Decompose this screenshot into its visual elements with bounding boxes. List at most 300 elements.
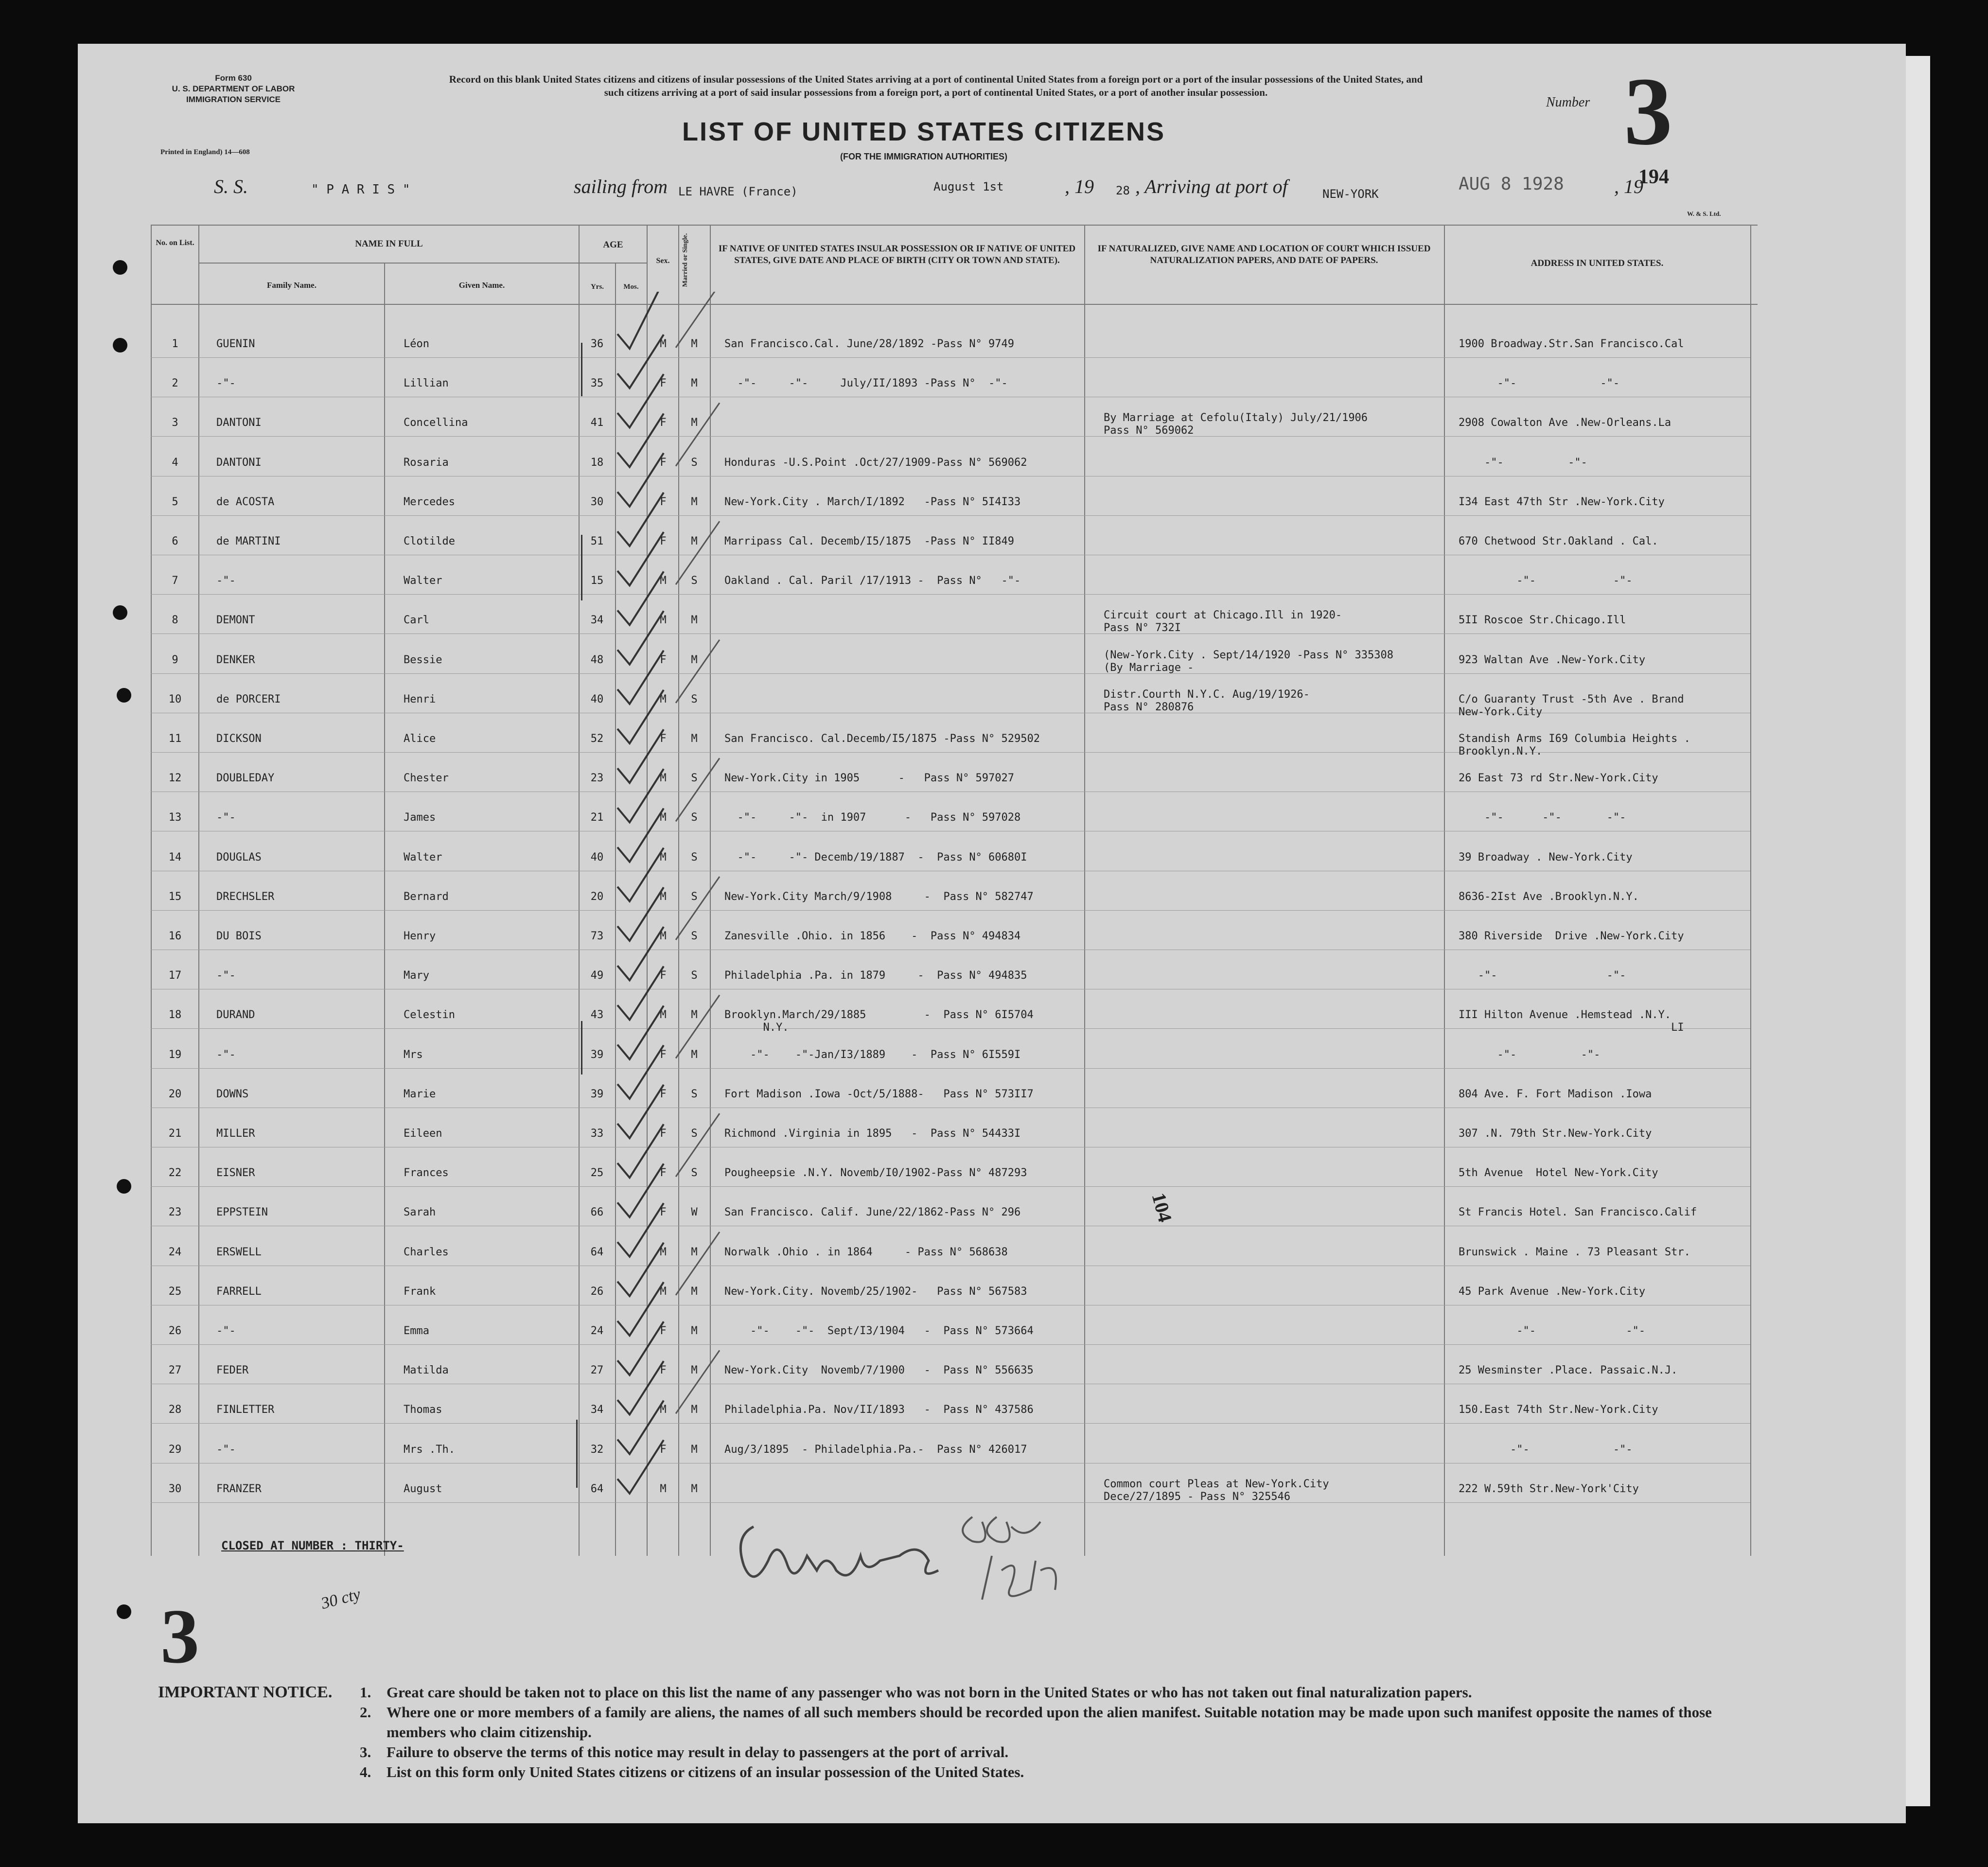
sex: F	[660, 417, 667, 429]
marital-status: M	[691, 733, 698, 745]
tally-stroke	[676, 758, 720, 821]
row-number: 6	[172, 535, 178, 547]
family-name: de MARTINI	[216, 535, 281, 547]
notice-items	[360, 1682, 1755, 1782]
us-address: 804 Ave. F. Fort Madison .Iowa	[1459, 1088, 1652, 1100]
tally-check	[617, 292, 664, 349]
family-name: EISNER	[216, 1167, 255, 1179]
us-address: 5th Avenue Hotel New-York.City	[1459, 1167, 1658, 1179]
us-address: 2908 Cowalton Ave .New-Orleans.La	[1459, 417, 1671, 429]
naturalization-details: Circuit court at Chicago.Ill in 1920- Pass N° 732I	[1104, 609, 1342, 634]
sex: M	[660, 338, 667, 350]
family-name: -"-	[216, 969, 236, 982]
naturalization-details: (New-York.City . Sept/14/1920 -Pass N° 335308 (By Marriage -	[1104, 649, 1394, 674]
ship-prefix: S. S.	[214, 176, 248, 197]
service-name: IMMIGRATION SERVICE	[186, 95, 281, 104]
row-number: 7	[172, 575, 178, 587]
notice-item-number: 3.	[360, 1744, 371, 1761]
birth-details: Richmond .Virginia in 1895 - Pass N° 54433I	[724, 1127, 1021, 1140]
given-name: August	[404, 1483, 442, 1495]
marital-status: M	[691, 1049, 698, 1061]
notice-item	[360, 1682, 1755, 1702]
family-name: -"-	[216, 377, 236, 389]
col-years: Yrs.	[590, 283, 604, 291]
marital-status: S	[691, 891, 698, 903]
row-number: 25	[168, 1286, 182, 1298]
birth-details: New-York.City in 1905 - Pass N° 597027	[724, 772, 1015, 784]
us-address: 5II Roscoe Str.Chicago.Ill	[1459, 614, 1626, 626]
age-years: 40	[590, 693, 604, 705]
row-number: 17	[168, 969, 182, 982]
sex: F	[660, 733, 667, 745]
us-address: 1900 Broadway.Str.San Francisco.Cal	[1459, 338, 1684, 350]
family-name: -"-	[216, 1444, 236, 1456]
row-rule	[151, 1423, 1750, 1424]
birth-details: New-York.City . March/I/1892 -Pass N° 5I4I33	[724, 496, 1021, 508]
family-name: de PORCERI	[216, 693, 281, 705]
age-years: 32	[590, 1444, 604, 1456]
marital-status: M	[691, 1444, 698, 1456]
col-age: AGE	[603, 240, 623, 250]
binding-hole	[117, 688, 131, 703]
us-address: 39 Broadway . New-York.City	[1459, 851, 1633, 863]
printer-note: Printed in England) 14—608	[160, 148, 250, 156]
col-family-name: Family Name.	[267, 281, 317, 290]
tally-stroke	[676, 292, 720, 348]
given-name: Clotilde	[404, 535, 455, 547]
notice-item-text: List on this form only United States citizens or citizens of an insular possession of the United States.	[387, 1763, 1024, 1780]
sex: M	[660, 1286, 667, 1298]
sex: F	[660, 1167, 667, 1179]
given-name: Charles	[404, 1246, 449, 1258]
sex: F	[660, 1049, 667, 1061]
arriving-label: , Arriving at port of	[1135, 176, 1288, 197]
us-address: C/o Guaranty Trust -5th Ave . Brand New-York.City	[1459, 693, 1684, 718]
us-address: 923 Waltan Ave .New-York.City	[1459, 654, 1646, 666]
given-name: Bernard	[404, 891, 449, 903]
given-name: Emma	[404, 1325, 429, 1337]
us-address: 670 Chetwood Str.Oakland . Cal.	[1459, 535, 1658, 547]
marital-status: M	[691, 377, 698, 389]
sex: M	[660, 614, 667, 626]
age-years: 41	[590, 417, 604, 429]
binding-hole	[113, 260, 127, 275]
tally-stroke	[676, 640, 720, 703]
us-address: -"- -"-	[1459, 1049, 1601, 1061]
given-name: Matilda	[404, 1364, 449, 1376]
sex: F	[660, 496, 667, 508]
sex: M	[660, 693, 667, 705]
row-number: 9	[172, 654, 178, 666]
age-years: 34	[590, 614, 604, 626]
birth-details: -"- -"-Jan/I3/1889 - Pass N° 6I559I	[724, 1049, 1021, 1061]
given-name: Frances	[404, 1167, 449, 1179]
given-name: Bessie	[404, 654, 442, 666]
age-years: 64	[590, 1483, 604, 1495]
marital-status: S	[691, 457, 698, 469]
family-name: DEMONT	[216, 614, 255, 626]
sex: M	[660, 772, 667, 784]
row-number: 5	[172, 496, 178, 508]
marital-status: S	[691, 1127, 698, 1140]
family-name: FARRELL	[216, 1286, 262, 1298]
notice-item-number: 2.	[360, 1704, 371, 1721]
family-name: FINLETTER	[216, 1404, 275, 1416]
marital-status: M	[691, 1404, 698, 1416]
binding-hole	[113, 338, 127, 352]
binding-hole	[113, 605, 127, 620]
age-years: 25	[590, 1167, 604, 1179]
birth-details: Fort Madison .Iowa -Oct/5/1888- Pass N° 573II7	[724, 1088, 1034, 1100]
notice-item	[360, 1742, 1755, 1762]
given-name: Eileen	[404, 1127, 442, 1140]
sex: M	[660, 1246, 667, 1258]
sex: M	[660, 575, 667, 587]
marital-status: M	[691, 1364, 698, 1376]
row-number: 29	[168, 1444, 182, 1456]
row-rule	[151, 673, 1750, 674]
row-rule	[151, 1068, 1750, 1069]
row-rule	[151, 357, 1750, 358]
row-number: 16	[168, 930, 182, 942]
row-number: 21	[168, 1127, 182, 1140]
given-name: Mrs .Th.	[404, 1444, 455, 1456]
us-address: -"- -"- -"-	[1459, 811, 1626, 824]
age-years: 23	[590, 772, 604, 784]
us-address: Brunswick . Maine . 73 Pleasant Str.	[1459, 1246, 1690, 1258]
sex: F	[660, 1444, 667, 1456]
row-rule	[151, 594, 1750, 595]
marital-status: S	[691, 693, 698, 705]
row-rule	[151, 1186, 1750, 1187]
closing-line: CLOSED AT NUMBER : THIRTY-	[221, 1539, 404, 1552]
age-years: 24	[590, 1325, 604, 1337]
birth-details: Aug/3/1895 - Philadelphia.Pa.- Pass N° 426017	[724, 1444, 1027, 1456]
given-name: Chester	[404, 772, 449, 784]
row-number: 28	[168, 1404, 182, 1416]
notice-item-text: Failure to observe the terms of this notice may result in delay to passengers at the port of arrival.	[387, 1744, 1009, 1761]
form-identification	[146, 73, 321, 105]
birth-details: New-York.City March/9/1908 - Pass N° 582747	[724, 891, 1034, 903]
marital-status: S	[691, 772, 698, 784]
marital-status: M	[691, 496, 698, 508]
marital-status: S	[691, 1167, 698, 1179]
binding-hole	[117, 1179, 131, 1194]
sex: F	[660, 457, 667, 469]
naturalization-details: By Marriage at Cefolu(Italy) July/21/1906 Pass N° 569062	[1104, 412, 1368, 437]
age-years: 36	[590, 338, 604, 350]
row-number: 20	[168, 1088, 182, 1100]
age-years: 21	[590, 811, 604, 824]
row-number: 23	[168, 1206, 182, 1218]
row-number: 15	[168, 891, 182, 903]
birth-details: Honduras -U.S.Point .Oct/27/1909-Pass N° 569062	[724, 457, 1027, 469]
family-name: DOUGLAS	[216, 851, 262, 863]
birth-details: Philadelphia .Pa. in 1879 - Pass N° 494835	[724, 969, 1027, 982]
birth-details: Oakland . Cal. Paril /17/1913 - Pass N° -"-	[724, 575, 1021, 587]
sex: M	[660, 930, 667, 942]
birth-details: Zanesville .Ohio. in 1856 - Pass N° 494834	[724, 930, 1021, 942]
marital-status: M	[691, 614, 698, 626]
number-stamp-104: 104	[1147, 1190, 1177, 1225]
sex: M	[660, 851, 667, 863]
notice-heading: IMPORTANT NOTICE.	[158, 1683, 333, 1701]
family-name: de ACOSTA	[216, 496, 275, 508]
notice-item	[360, 1762, 1755, 1782]
family-name: DENKER	[216, 654, 255, 666]
given-name: Rosaria	[404, 457, 449, 469]
marital-status: M	[691, 535, 698, 547]
given-name: Thomas	[404, 1404, 442, 1416]
big-list-number: 3	[160, 1593, 199, 1679]
birth-details: -"- -"- Sept/I3/1904 - Pass N° 573664	[724, 1325, 1034, 1337]
sex: F	[660, 654, 667, 666]
given-name: James	[404, 811, 436, 824]
inspector-signature	[720, 1497, 1157, 1604]
tally-stroke	[676, 1350, 720, 1413]
family-name: ERSWELL	[216, 1246, 262, 1258]
check-marks	[603, 292, 739, 1532]
form-number: Form 630	[215, 73, 252, 83]
sex: M	[660, 1404, 667, 1416]
birth-details: Brooklyn.March/29/1885 - Pass N° 6I5704 N.Y.	[724, 1009, 1034, 1034]
family-name: MILLER	[216, 1127, 255, 1140]
year-prefix: , 19	[1065, 176, 1094, 197]
marital-status: S	[691, 811, 698, 824]
age-years: 34	[590, 1404, 604, 1416]
family-name: FEDER	[216, 1364, 249, 1376]
row-number: 24	[168, 1246, 182, 1258]
given-name: Mrs	[404, 1049, 423, 1061]
sailing-from-label: sailing from	[574, 176, 668, 197]
family-name: GUENIN	[216, 338, 255, 350]
sex: M	[660, 811, 667, 824]
us-address: 150.East 74th Str.New-York.City	[1459, 1404, 1658, 1416]
col-given-name: Given Name.	[458, 281, 505, 290]
marital-status: M	[691, 1246, 698, 1258]
family-name: EPPSTEIN	[216, 1206, 268, 1218]
row-rule	[151, 515, 1750, 516]
sex: F	[660, 969, 667, 982]
family-name: DICKSON	[216, 733, 262, 745]
notice-item-number: 1.	[360, 1684, 371, 1701]
family-name: DANTONI	[216, 417, 262, 429]
sex: F	[660, 377, 667, 389]
row-number: 18	[168, 1009, 182, 1021]
tally-stroke	[676, 403, 720, 466]
us-address: -"- -"-	[1459, 1444, 1633, 1456]
given-name: Henri	[404, 693, 436, 705]
age-years: 66	[590, 1206, 604, 1218]
sex: F	[660, 1206, 667, 1218]
age-years: 15	[590, 575, 604, 587]
marital-status: S	[691, 969, 698, 982]
age-years: 33	[590, 1127, 604, 1140]
stamp-number: 194	[1638, 166, 1669, 188]
birth-details: Norwalk .Ohio . in 1864 - Pass N° 568638	[724, 1246, 1008, 1258]
form-title: LIST OF UNITED STATES CITIZENS	[682, 117, 1165, 146]
age-years: 26	[590, 1286, 604, 1298]
row-number: 30	[168, 1483, 182, 1495]
marital-status: M	[691, 417, 698, 429]
row-number: 1	[172, 338, 178, 350]
sex: M	[660, 1009, 667, 1021]
birth-details: New-York.City Novemb/7/1900 - Pass N° 556635	[724, 1364, 1034, 1376]
us-address: III Hilton Avenue .Hemstead .N.Y. LI	[1459, 1009, 1684, 1034]
us-address: 25 Wesminster .Place. Passaic.N.J.	[1459, 1364, 1678, 1376]
us-address: 8636-2Ist Ave .Brooklyn.N.Y.	[1459, 891, 1639, 903]
number-label: Number	[1546, 95, 1590, 110]
age-years: 43	[590, 1009, 604, 1021]
us-address: -"- -"-	[1459, 969, 1626, 982]
birth-details: -"- -"- in 1907 - Pass N° 597028	[724, 811, 1021, 824]
us-address: I34 East 47th Str .New-York.City	[1459, 496, 1665, 508]
us-address: -"- -"-	[1459, 575, 1633, 587]
age-years: 39	[590, 1049, 604, 1061]
given-name: Carl	[404, 614, 429, 626]
us-address: 26 East 73 rd Str.New-York.City	[1459, 772, 1658, 784]
us-address: 307 .N. 79th Str.New-York.City	[1459, 1127, 1652, 1140]
marital-status: M	[691, 338, 698, 350]
family-name: DRECHSLER	[216, 891, 275, 903]
birth-details: New-York.City. Novemb/25/1902- Pass N° 567583	[724, 1286, 1027, 1298]
us-address: 380 Riverside Drive .New-York.City	[1459, 930, 1684, 942]
row-number: 8	[172, 614, 178, 626]
family-name: DOWNS	[216, 1088, 249, 1100]
row-number: 10	[168, 693, 182, 705]
col-naturalized: IF NATURALIZED, GIVE NAME AND LOCATION OF COURT WHICH ISSUED NATURALIZATION PAPERS, AND DATE OF PAPERS.	[1097, 244, 1431, 265]
sex: M	[660, 1483, 667, 1495]
age-years: 49	[590, 969, 604, 982]
birth-details: -"- -"- July/II/1893 -Pass N° -"-	[724, 377, 1008, 389]
given-name: Walter	[404, 851, 442, 863]
sex: M	[660, 891, 667, 903]
row-number: 19	[168, 1049, 182, 1061]
col-married: Married or Single.	[682, 233, 689, 287]
us-address: 222 W.59th Str.New-York'City	[1459, 1483, 1639, 1495]
list-number: 3	[1624, 58, 1672, 165]
departure-port: LE HAVRE (France)	[678, 185, 798, 198]
age-years: 27	[590, 1364, 604, 1376]
marital-status: S	[691, 930, 698, 942]
notice-item-number: 4.	[360, 1763, 371, 1780]
row-number: 2	[172, 377, 178, 389]
row-number: 13	[168, 811, 182, 824]
marital-status: M	[691, 1009, 698, 1021]
given-name: Frank	[404, 1286, 436, 1298]
sex: F	[660, 1364, 667, 1376]
birth-details: San Francisco. Calif. June/22/1862-Pass N° 296	[724, 1206, 1021, 1218]
row-number: 14	[168, 851, 182, 863]
department-name: U. S. DEPARTMENT OF LABOR	[172, 84, 295, 93]
year-suffix: 28	[1116, 184, 1130, 197]
row-rule	[151, 1344, 1750, 1345]
marital-status: M	[691, 654, 698, 666]
age-years: 40	[590, 851, 604, 863]
given-name: Walter	[404, 575, 442, 587]
age-years: 48	[590, 654, 604, 666]
birth-details: Philadelphia.Pa. Nov/II/1893 - Pass N° 437586	[724, 1404, 1034, 1416]
notice-item	[360, 1702, 1755, 1742]
age-years: 52	[590, 733, 604, 745]
col-native: IF NATIVE OF UNITED STATES INSULAR POSSESSION OR IF NATIVE OF UNITED STATES, GIVE DATE AND PLACE OF BIRTH (CITY OR TOWN AND STATE).	[718, 244, 1076, 265]
birth-details: Marripass Cal. Decemb/I5/1875 -Pass N° II849	[724, 535, 1015, 547]
given-name: Celestin	[404, 1009, 455, 1021]
given-name: Mercedes	[404, 496, 455, 508]
marital-status: M	[691, 1483, 698, 1495]
birth-details: San Francisco.Cal. June/28/1892 -Pass N° 9749	[724, 338, 1015, 350]
marital-status: W	[691, 1206, 698, 1218]
us-address: Standish Arms I69 Columbia Heights . Brooklyn.N.Y.	[1459, 733, 1690, 757]
family-name: DURAND	[216, 1009, 255, 1021]
form-subtitle: (FOR THE IMMIGRATION AUTHORITIES)	[840, 152, 1007, 161]
family-name: DOUBLEDAY	[216, 772, 275, 784]
us-address: -"- -"-	[1459, 377, 1620, 389]
given-name: Lillian	[404, 377, 449, 389]
marital-status: S	[691, 1088, 698, 1100]
binding-hole	[117, 1604, 131, 1619]
row-number: 27	[168, 1364, 182, 1376]
age-years: 51	[590, 535, 604, 547]
marital-status: S	[691, 851, 698, 863]
birth-details: Pougheepsie .N.Y. Novemb/I0/1902-Pass N° 487293	[724, 1167, 1027, 1179]
given-name: Marie	[404, 1088, 436, 1100]
tally-stroke	[676, 1232, 720, 1295]
marital-status: S	[691, 575, 698, 587]
handwritten-count: 30 cty	[319, 1585, 363, 1613]
naturalization-details: Distr.Courth N.Y.C. Aug/19/1926- Pass N° 280876	[1104, 688, 1310, 713]
ship-name: " P A R I S "	[311, 182, 410, 197]
us-address: 45 Park Avenue .New-York.City	[1459, 1286, 1646, 1298]
family-name: DANTONI	[216, 457, 262, 469]
us-address: -"- -"-	[1459, 1325, 1646, 1337]
family-name: -"-	[216, 811, 236, 824]
row-number: 26	[168, 1325, 182, 1337]
given-name: Sarah	[404, 1206, 436, 1218]
row-number: 22	[168, 1167, 182, 1179]
sex: F	[660, 535, 667, 547]
notice-item-text: Great care should be taken not to place on this list the name of any passenger who was not born in the United States or who has not taken out final naturalization papers.	[387, 1684, 1472, 1701]
given-name: Mary	[404, 969, 429, 982]
row-number: 4	[172, 457, 178, 469]
tally-stroke	[676, 877, 720, 940]
sex: F	[660, 1325, 667, 1337]
family-bracket	[581, 343, 582, 396]
birth-details: San Francisco. Cal.Decemb/I5/1875 -Pass N° 529502	[724, 733, 1040, 745]
form-instructions: Record on this blank United States citizens and citizens of insular possessions of the United States arriving at a port of continental United States from a foreign port or a port of the insular possessions of the United States, and such citizens arriving at a port of said insular possessions from a foreign port, a port of continental United States, or a port of another insular possession.	[449, 73, 1423, 98]
family-bracket	[581, 535, 582, 600]
row-rule	[151, 436, 1750, 437]
col-address: ADDRESS IN UNITED STATES.	[1531, 258, 1664, 268]
arrival-date-stamp: AUG 8 1928	[1459, 174, 1564, 194]
col-sex: Sex.	[656, 257, 670, 265]
col-number: No. on List.	[156, 239, 194, 247]
us-address: St Francis Hotel. San Francisco.Calif	[1459, 1206, 1697, 1218]
row-number: 11	[168, 733, 182, 745]
given-name: Henry	[404, 930, 436, 942]
family-bracket	[576, 1420, 578, 1488]
marital-status: M	[691, 1286, 698, 1298]
family-name: -"-	[216, 575, 236, 587]
arrival-port: NEW-YORK	[1322, 187, 1379, 201]
tally-stroke	[676, 1113, 720, 1177]
given-name: Concellina	[404, 417, 468, 429]
given-name: Léon	[404, 338, 429, 350]
col-months: Mos.	[623, 283, 639, 291]
age-years: 18	[590, 457, 604, 469]
family-name: DU BOIS	[216, 930, 262, 942]
printer-mark: W. & S. Ltd.	[1687, 210, 1721, 217]
